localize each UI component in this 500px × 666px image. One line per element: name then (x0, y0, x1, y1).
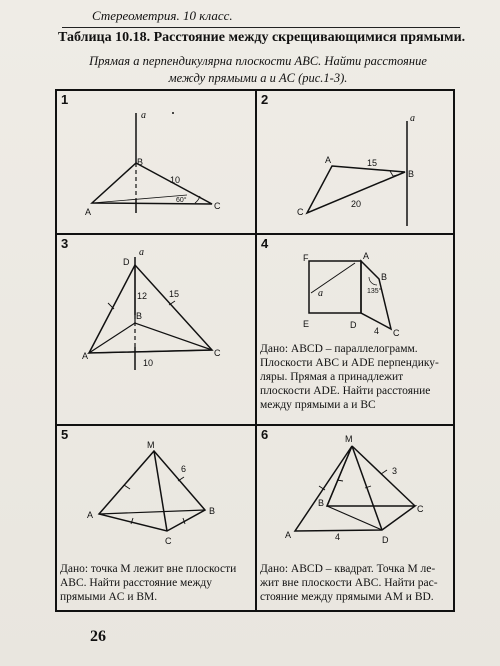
figure-5 (57, 426, 255, 551)
label-length-20: 20 (351, 199, 362, 209)
label-C: C (393, 328, 400, 338)
problem-number: 6 (261, 427, 269, 442)
label-a: a (141, 110, 146, 121)
angle-arc (195, 196, 200, 203)
figure-3 (57, 235, 255, 424)
label-angle-60: 60° (176, 197, 187, 204)
description-line: Плоскости ABC и ADE перпендику- (260, 357, 439, 369)
label-B: B (137, 157, 144, 167)
label-length-15: 15 (169, 289, 180, 299)
stray-dot (172, 112, 174, 114)
problem-cell-1 (57, 91, 255, 233)
label-B: B (318, 498, 325, 508)
problem-number: 5 (61, 427, 69, 442)
page-number: 26 (90, 628, 106, 645)
problem-statement (58, 53, 458, 87)
problem-description (260, 342, 450, 412)
header-rule (62, 27, 460, 28)
edge-md (352, 446, 382, 530)
description-line: ABC. Найти расстояние между (60, 577, 212, 589)
label-length-4: 4 (374, 326, 380, 336)
diagonal-bd (327, 506, 382, 530)
label-A: A (87, 510, 94, 520)
tetrahedron-outline (99, 451, 205, 531)
description-line: Дано: точка M лежит вне плоскости (60, 563, 237, 575)
problem-cell-2 (257, 91, 453, 233)
label-M: M (345, 434, 353, 444)
angle-arc (369, 277, 377, 285)
label-B: B (136, 311, 143, 321)
label-D: D (382, 535, 389, 545)
figure-1 (57, 91, 255, 233)
description-line: стояние между прямыми AM и BD. (260, 591, 434, 603)
running-header: Стереометрия. 10 класс. (92, 8, 233, 23)
description-line: жит вне плоскости ABC. Найти рас- (260, 577, 438, 589)
label-length-4: 4 (335, 532, 341, 542)
problem-number: 3 (61, 236, 69, 251)
label-A: A (325, 155, 332, 165)
figure-2 (257, 91, 453, 233)
label-C: C (214, 201, 221, 211)
label-A: A (85, 207, 92, 217)
angle-mark (390, 171, 393, 176)
problem-number: 1 (61, 92, 69, 107)
label-E: E (303, 319, 310, 329)
problem-description (260, 562, 450, 604)
altitude-line (92, 195, 187, 203)
label-B: B (381, 272, 388, 282)
tick-mc (381, 470, 387, 474)
label-length-3: 3 (392, 466, 398, 476)
label-A: A (363, 251, 370, 261)
description-line: между прямыми a и BC (260, 399, 376, 411)
description-line: Дано: ABCD – параллелограмм. (260, 343, 418, 355)
edge-mb (327, 446, 352, 506)
figure-6 (257, 426, 453, 551)
edge-ab (99, 510, 205, 514)
table-title: Таблица 10.18. Расстояние между скрещивающимися прямыми. (58, 30, 466, 45)
label-C: C (417, 504, 424, 514)
label-a: a (139, 247, 144, 258)
label-F: F (303, 253, 309, 263)
problem-cell-6 (257, 426, 453, 612)
edge-mc (352, 446, 415, 506)
problem-cell-3 (57, 235, 255, 424)
label-C: C (214, 348, 221, 358)
figure-4 (257, 235, 453, 340)
description-line: прямыми AC и BM. (60, 591, 158, 603)
problems-table (55, 89, 455, 612)
label-length-10: 10 (170, 175, 181, 185)
label-B: B (209, 506, 216, 516)
label-angle-135: 135° (367, 288, 382, 295)
problem-statement-line2: между прямыми a и AC (рис.1-3). (168, 71, 348, 85)
label-a: a (410, 113, 415, 124)
description-line: ляры. Прямая a принадлежит (260, 371, 404, 383)
label-B: B (408, 169, 415, 179)
problem-cell-4 (257, 235, 453, 424)
label-C: C (165, 536, 172, 546)
label-A: A (285, 530, 292, 540)
label-M: M (147, 440, 155, 450)
description-line: плоскости ADE. Найти расстояние (260, 385, 431, 397)
outer-triangle (89, 265, 212, 353)
problem-number: 4 (261, 236, 269, 251)
tick-ma (124, 485, 130, 489)
label-D: D (123, 257, 130, 267)
rectangle-fade (309, 261, 361, 313)
label-length-10: 10 (143, 358, 154, 368)
label-D: D (350, 320, 357, 330)
problem-statement-line1: Прямая a перпендикулярна плоскости ABC. Найти расстояние (89, 54, 427, 68)
problem-cell-5 (57, 426, 255, 612)
problem-description (60, 562, 252, 604)
label-length-12: 12 (137, 291, 148, 301)
label-C: C (297, 207, 304, 217)
label-length-15: 15 (367, 158, 378, 168)
problem-number: 2 (261, 92, 269, 107)
description-line: Дано: ABCD – квадрат. Точка M ле- (260, 563, 436, 575)
label-A: A (82, 351, 89, 361)
label-a: a (318, 288, 323, 299)
label-length-6: 6 (181, 464, 187, 474)
inner-triangle (89, 323, 212, 353)
